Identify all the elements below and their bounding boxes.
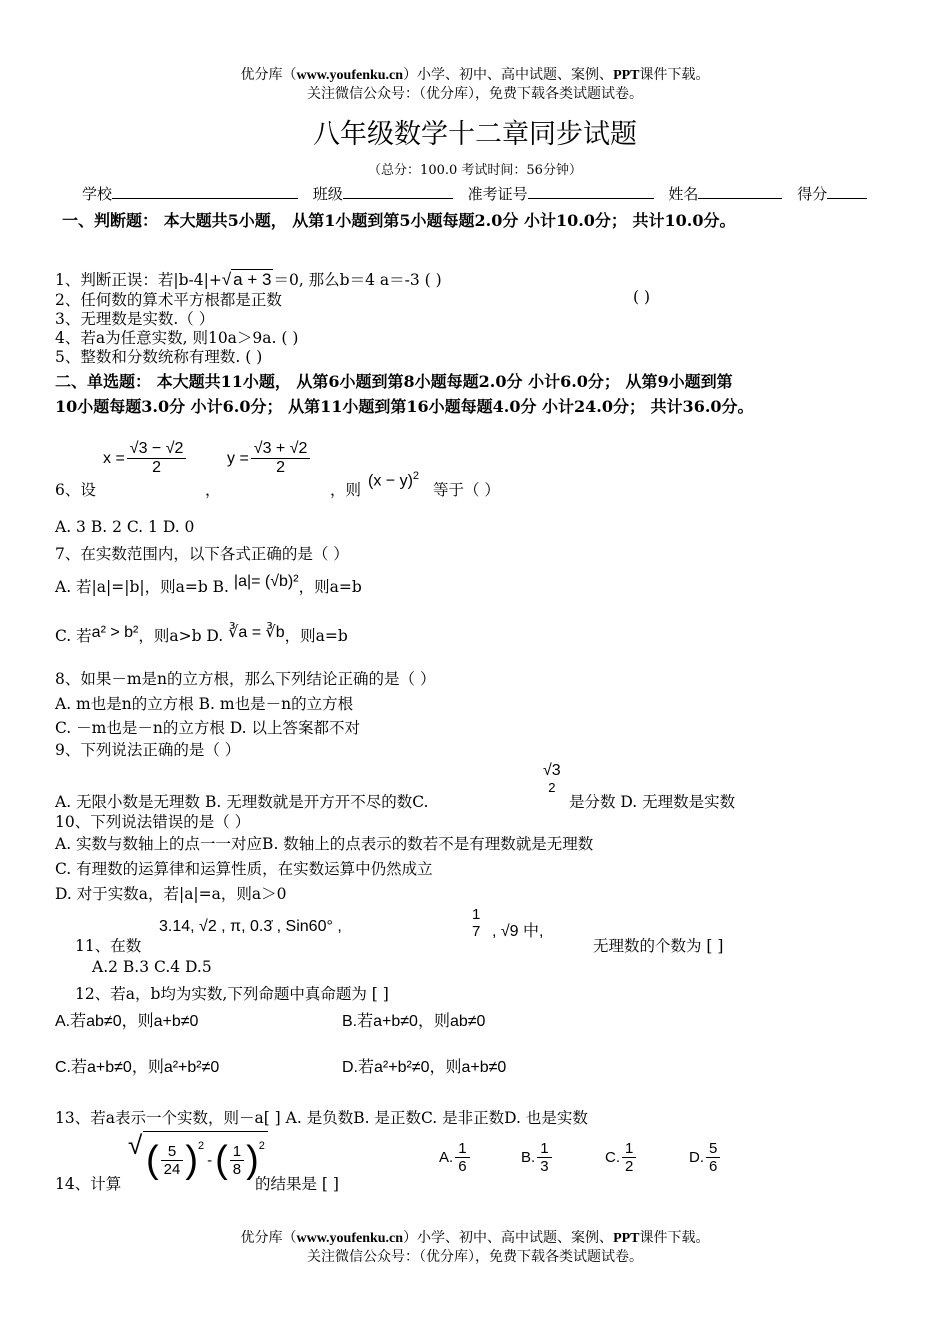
question-2-answer[interactable]: ( ) — [633, 288, 651, 306]
question-7-options-cd: C. 若a² > b²，则a>b D. ∛a = ∛b，则a=b — [55, 624, 348, 645]
question-14: 14、计算 √ ( $\frac{5}{24}$ ) $^2$ - ( $\frac{1}{8}$ ) $^2$ 的结果是 [ ] A. $\frac{1}{6}$ B. $\frac{1}{3}$ C. $\frac{1}{2}$ D. $\frac{5}{6}$ — [55, 1128, 755, 1198]
question-12-option-b: B.若a+b≠0，则ab≠0 — [342, 1013, 486, 1030]
question-12-option-a: A.若ab≠0，则a+b≠0 — [55, 1013, 199, 1030]
question-11-options: A.2 B.3 C.4 D.5 — [92, 958, 212, 976]
question-7-options-ab: A. 若|a|=|b|，则a=b B. |a|= (√b)²，则a=b — [55, 573, 362, 596]
question-3: 3、无理数是实数.（ ） — [55, 310, 215, 328]
question-13: 13、若a表示一个实数，则－a[ ] A. 是负数B. 是正数C. 是非正数D. 也是实数 — [55, 1109, 588, 1127]
question-12-option-c: C.若a+b≠0，则a²+b²≠0 — [55, 1059, 220, 1076]
question-8-stem: 8、如果－m是n的立方根，那么下列结论正确的是（ ） — [55, 670, 436, 688]
footer-line-1: 优分库（www.youfenku.cn）小学、初中、高中试题、案例、PPT课件下载。 — [240, 1230, 710, 1246]
header-line-2: 关注微信公众号：（优分库），免费下载各类试题试卷。 — [307, 86, 643, 102]
section-1-heading: 一、判断题： 本大题共5小题， 从第1小题到第5小题每题2.0分 小计10.0分； 共计10.0分。 — [62, 211, 736, 230]
header-line-1: 优分库（www.youfenku.cn）小学、初中、高中试题、案例、PPT课件下载。 — [240, 67, 710, 83]
question-12-option-d: D.若a²+b²≠0，则a+b≠0 — [342, 1059, 507, 1076]
question-12-stem: 12、若a，b均为实数,下列命题中真命题为 [ ] — [75, 985, 389, 1003]
footer-line-2: 关注微信公众号：（优分库），免费下载各类试题试卷。 — [307, 1249, 643, 1265]
question-6-options: A. 3 B. 2 C. 1 D. 0 — [55, 518, 195, 536]
page-title: 八年级数学十二章同步试题 — [313, 119, 637, 150]
question-5: 5、整数和分数统称有理数. ( ) — [55, 348, 263, 366]
question-9-stem: 9、下列说法正确的是（ ） — [55, 741, 241, 759]
question-8-options-1: A. m也是n的立方根 B. m也是－n的立方根 — [55, 695, 354, 713]
section-2-heading-line-2: 10小题每题3.0分 小计6.0分； 从第11小题到第16小题每题4.0分 小计24.0分； 共计36.0分。 — [55, 397, 754, 416]
question-10-options-1: A. 实数与数轴上的点一一对应B. 数轴上的点表示的数若不是有理数就是无理数 — [55, 835, 594, 853]
section-2-heading-line-1: 二、单选题： 本大题共11小题， 从第6小题到第8小题每题2.0分 小计6.0分； 从第9小题到第 — [55, 372, 733, 391]
question-7-stem: 7、在实数范围内，以下各式正确的是（ ） — [55, 545, 349, 563]
footer-site-url[interactable]: www.youfenku.cn — [296, 1231, 404, 1246]
question-10-options-2: C. 有理数的运算律和运算性质，在实数运算中仍然成立 — [55, 860, 433, 878]
site-url[interactable]: www.youfenku.cn — [296, 68, 404, 83]
exam-meta: （总分：100.0 考试时间：56分钟） — [368, 163, 582, 178]
question-4: 4、若a为任意实数, 则10a＞9a. ( ) — [55, 329, 299, 347]
question-2: 2、任何数的算术平方根都是正数 — [55, 291, 282, 309]
question-10-stem: 10、下列说法错误的是（ ） — [55, 813, 251, 831]
question-1: 1、判断正误：若|b-4|+√ a + 3 ＝0, 那么b＝4 a＝-3 ( ) — [55, 270, 442, 289]
question-8-options-2: C. －m也是－n的立方根 D. 以上答案都不对 — [55, 719, 360, 737]
info-line: 学校 班级 准考证号 姓名 得分 — [82, 183, 867, 204]
question-10-options-3: D. 对于实数a，若|a|=a，则a＞0 — [55, 885, 287, 903]
